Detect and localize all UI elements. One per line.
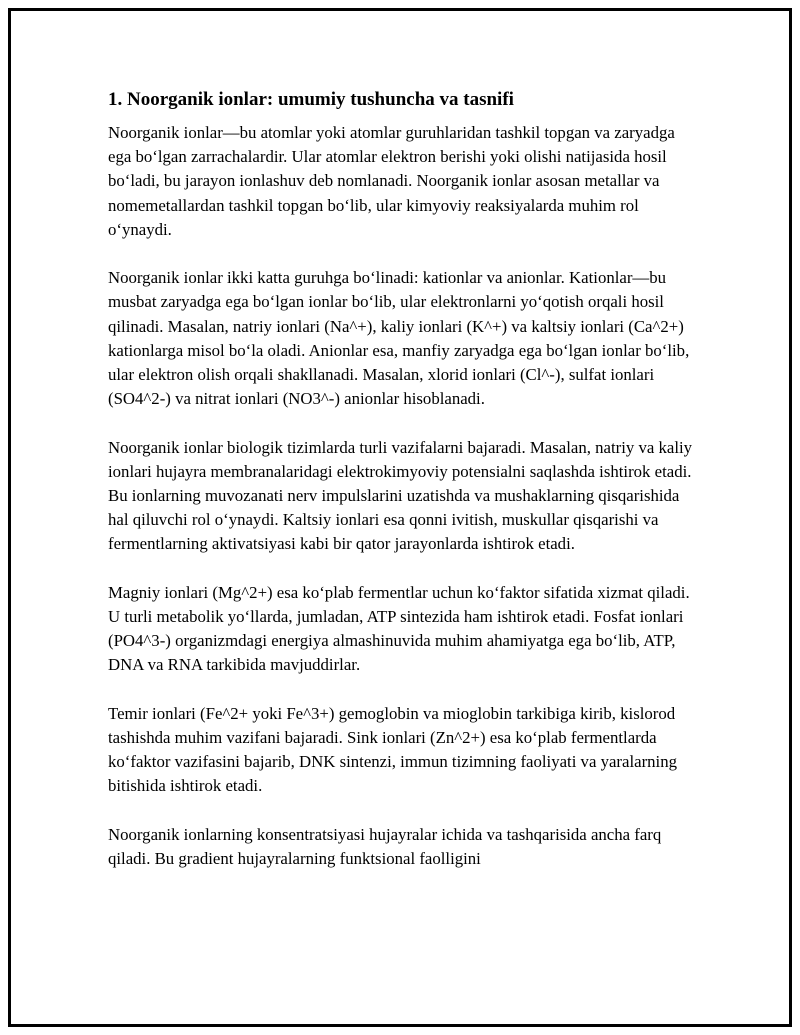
paragraph-magnesium-phosphate: Magniy ionlari (Mg^2+) esa ko‘plab fermentlar uchun ko‘faktor sifatida xizmat qiladi. U turli metabolik yo‘llarda, jumladan, ATP sintezida ham ishtirok etadi. Fosfat ionlari (PO4^3-) organizmdagi energiya almashinuvida muhim ahamiyatga ega bo‘lib, ATP, DNA va RNA tarkibida mavjuddirlar. bbox=[108, 582, 690, 675]
document-body bbox=[108, 88, 693, 895]
paragraph-iron-zinc: Temir ionlari (Fe^2+ yoki Fe^3+) gemoglobin va mioglobin tarkibiga kirib, kislorod tashishda muhim vazifani bajaradi. Sink ionlari (Zn^2+) esa ko‘plab fermentlarda ko‘faktor vazifasini bajarib, DNK sintenzi, immun tizimning faoliyati va yaralarning bitishida ishtirok etadi. bbox=[108, 703, 677, 796]
section-heading: 1. Noorganik ionlar: umumiy tushuncha va tasnifi bbox=[108, 89, 514, 110]
paragraph-definition: Noorganik ionlar—bu atomlar yoki atomlar guruhlaridan tashkil topgan va zaryadga ega bo‘lgan zarrachalardir. Ular atomlar elektron berishi yoki olishi natijasida hosil bo‘ladi, bu jarayon ionlashuv deb nomlanadi. Noorganik ionlar asosan metallar va nomemetallardan tashkil topgan bo‘lib, ular kimyoviy reaksiyalarda muhim rol o‘ynaydi. bbox=[108, 123, 675, 239]
paragraph-concentration: Noorganik ionlarning konsentratsiyasi hujayralar ichida va tashqarisida ancha farq qiladi. Bu gradient hujayralarning funktsional faolligini bbox=[108, 824, 662, 869]
paragraph-biological-roles: Noorganik ionlar biologik tizimlarda turli vazifalarni bajaradi. Masalan, natriy va kaliy ionlari hujayra membranalaridagi elektrokimyoviy potensialni saqlashda ishtirok etadi. Bu ionlarning muvozanati nerv impulslarini uzatishda va mushaklarning qisqarishida hal qiluvchi rol o‘ynaydi. Kaltsiy ionlari esa qonni ivitish, muskullar qisqarishi va fermentlarning aktivatsiyasi kabi bir qator jarayonlarda ishtirok etadi. bbox=[108, 437, 693, 554]
paragraph-classification: Noorganik ionlar ikki katta guruhga bo‘linadi: kationlar va anionlar. Kationlar—bu musbat zaryadga ega bo‘lgan ionlar bo‘lib, ular elektronlarni yo‘qotish orqali hosil qilinadi. Masalan, natriy ionlari (Na^+), kaliy ionlari (K^+) va kaltsiy ionlari (Ca^2+) kationlarga misol bo‘la oladi. Anionlar esa, manfiy zaryadga ega bo‘lgan ionlar bo‘lib, ular elektron olish orqali shakllanadi. Masalan, xlorid ionlari (Cl^-), sulfat ionlari (SO4^2-) va nitrat ionlari (NO3^-) anionlar hisoblanadi. bbox=[108, 268, 690, 409]
